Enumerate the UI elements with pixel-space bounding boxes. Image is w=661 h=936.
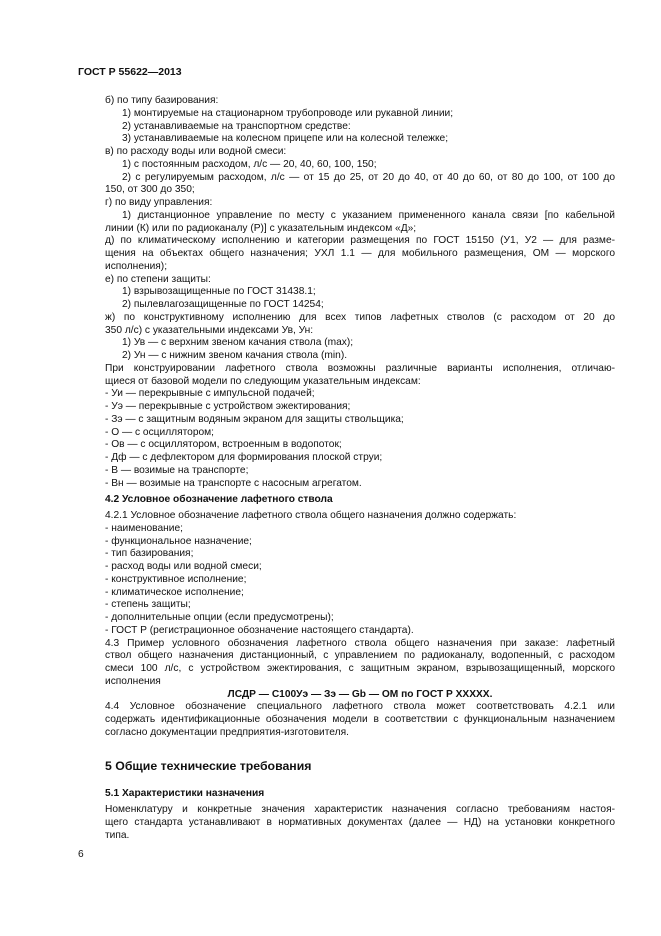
text-line: согласно документации предприятия-изготовителя. xyxy=(105,726,349,738)
text-line: 1) Ув — с верхним звеном качания ствола (max); xyxy=(122,337,354,349)
text-line: 1) с постоянным расходом, л/с — 20, 40, 60, 100, 150; xyxy=(122,158,377,170)
text-line: щего стандарта устанавливают в нормативных документах (далее — НД) на установки конкретного xyxy=(105,817,615,828)
text-line: 3) устанавливаемые на колесном прицепе или на колесной тележке; xyxy=(122,133,449,145)
list-item: - Зэ — с защитным водяным экраном для защиты ствольщика; xyxy=(105,413,404,425)
list-item: - Уэ — перекрывные с устройством эжектирования; xyxy=(105,401,351,412)
text-line: 1) монтируемые на стационарном трубопроводе или рукавной линии; xyxy=(122,107,454,119)
text-line: содержать идентификационные обозначения модели в соответствии с функциональным назначением xyxy=(105,714,615,725)
text-line: 4.4 Условное обозначение специального лафетного ствола может соответствовать 4.2.1 или xyxy=(105,701,615,713)
text-line: ж) по конструктивному исполнению для всех типов лафетных стволов (с расходом от 20 до xyxy=(105,311,615,323)
text-line: 4.3 Пример условного обозначения лафетного ствола общего назначения при заказе: лафетный xyxy=(105,637,615,649)
text-line: 150, от 300 до 350; xyxy=(105,184,195,196)
list-item: - Вн — возимые на транспорте с насосным агрегатом. xyxy=(105,477,362,489)
text-line: исполнения); xyxy=(105,260,168,272)
document-header: ГОСТ Р 55622—2013 xyxy=(78,66,182,78)
text-line: 2) устанавливаемые на транспортном средстве: xyxy=(122,120,351,132)
list-item: - функциональное назначение; xyxy=(105,535,252,547)
list-item: - О — с осциллятором; xyxy=(105,426,214,438)
list-item: - тип базирования; xyxy=(105,548,194,560)
list-item: - расход воды или водной смеси; xyxy=(105,561,262,572)
text-line: Номенклатуру и конкретные значения характеристик назначения согласно требованиям настоя- xyxy=(105,804,615,816)
text-line: линии (К) или по радиоканалу (Р)] с указательным индексом «Д»; xyxy=(105,222,417,234)
section-title: 5 Общие технические требования xyxy=(105,758,312,773)
page-body xyxy=(105,95,615,843)
text-line: смеси 100 л/с, с устройством эжектирования, с защитным экраном, взрывозащищенный, морского xyxy=(105,663,615,674)
text-line: щения на объектах общего назначения; УХЛ 1.1 — для мобильного размещения, ОМ — морского xyxy=(105,248,615,259)
text-line: в) по расходу воды или водной смеси: xyxy=(105,146,287,157)
text-line: 1) взрывозащищенные по ГОСТ 31438.1; xyxy=(122,286,316,298)
list-item: - дополнительные опции (если предусмотрены); xyxy=(105,612,334,623)
text-line: г) по виду управления: xyxy=(105,197,213,208)
designation-example: ЛСДР — С100Уэ — Зэ — Gb — ОМ по ГОСТ Р ХХХХХ. xyxy=(227,688,493,700)
text-line: При конструировании лафетного ствола возможны различные варианты исполнения, отличаю- xyxy=(105,362,615,374)
text-line: 2) пылевлагозащищенные по ГОСТ 14254; xyxy=(122,299,324,310)
list-item: - климатическое исполнение; xyxy=(105,586,244,598)
text-line: щиеся от базовой модели по следующим указательным индексам: xyxy=(105,375,421,387)
text-line: типа. xyxy=(105,829,130,841)
text-line: д) по климатическому исполнению и категории размещения по ГОСТ 15150 (У1, У2 — для разме- xyxy=(105,235,615,247)
list-item: - ГОСТ Р (регистрационное обозначение настоящего стандарта). xyxy=(105,624,414,636)
list-item: - конструктивное исполнение; xyxy=(105,573,247,585)
page-number: 6 xyxy=(78,849,84,860)
text-line: е) по степени защиты: xyxy=(105,273,211,285)
text-line: 4.2.1 Условное обозначение лафетного ствола общего назначения должно содержать: xyxy=(105,510,517,521)
text-line: 350 л/с) с указательными индексами Ув, Ун: xyxy=(105,324,314,336)
list-item: - В — возимые на транспорте; xyxy=(105,464,249,476)
subsection-title: 4.2 Условное обозначение лафетного ствола xyxy=(105,494,333,506)
subsection-title: 5.1 Характеристики назначения xyxy=(105,787,265,799)
text-line: ствол общего назначения дистанционный, с управлением по радиоканалу, водопенный, с расходом xyxy=(105,650,615,662)
text-line: исполнения xyxy=(105,675,161,687)
text-line: 2) с регулируемым расходом, л/с — от 15 до 25, от 20 до 40, от 40 до 60, от 80 до 100, от 100 до xyxy=(122,171,615,183)
text-line: 2) Ун — с нижним звеном качания ствола (min). xyxy=(122,350,348,361)
text-line: б) по типу базирования: xyxy=(105,95,219,106)
list-item: - степень защиты; xyxy=(105,599,191,611)
list-item: - наименование; xyxy=(105,522,183,534)
text-line: 1) дистанционное управление по месту с указанием примененного канала связи [по кабельной xyxy=(122,209,615,221)
list-item: - Ов — с осциллятором, встроенным в водопоток; xyxy=(105,439,342,451)
list-item: - Дф — с дефлектором для формирования плоской струи; xyxy=(105,452,383,463)
list-item: - Уи — перекрывные с импульсной подачей; xyxy=(105,388,315,400)
